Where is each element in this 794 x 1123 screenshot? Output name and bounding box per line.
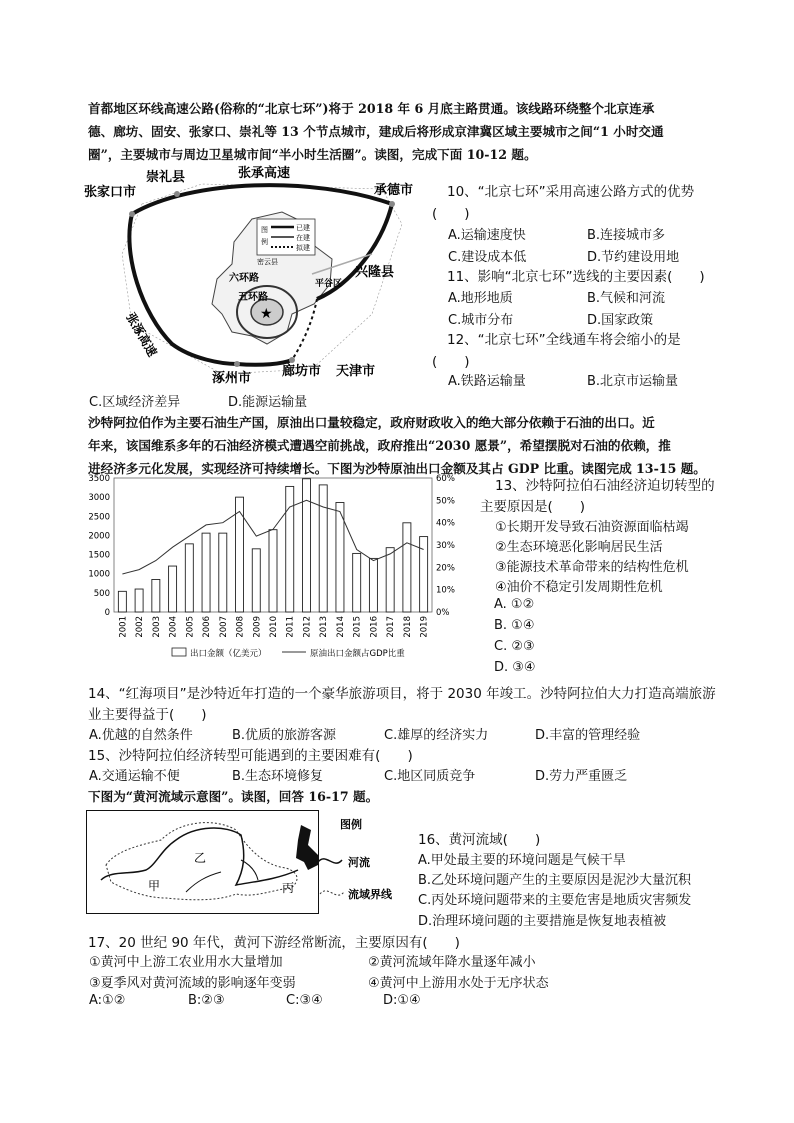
intro1-line2: 德、廊坊、固安、张家口、崇礼等 13 个节点城市，建成后将形成京津冀区域主要城市之间“1 小时交通	[88, 124, 664, 139]
q14-option-a[interactable]: A.优越的自然条件	[89, 728, 193, 743]
legend-bar-swatch	[172, 648, 186, 656]
x-tick-label: 2005	[185, 616, 196, 638]
q17-choice-1: ①黄河中上游工农业用水大量增加	[89, 955, 283, 970]
bar	[386, 548, 394, 612]
q13-choice-4: ④油价不稳定引发周期性危机	[495, 580, 663, 595]
legend-line-label: 原油出口金额占GDP比重	[310, 649, 405, 659]
bar	[135, 589, 143, 612]
q14-option-c[interactable]: C.雄厚的经济实力	[384, 728, 489, 743]
x-tick-label: 2013	[319, 616, 330, 638]
label-pinggu: 平谷区	[315, 279, 343, 289]
x-tick-label: 2018	[402, 616, 413, 638]
x-tick-label: 2002	[135, 616, 146, 638]
map1-legend-title1: 图	[261, 226, 268, 234]
intro2-line1: 沙特阿拉伯作为主要石油生产国，原油出口量较稳定，政府财政收入的绝大部分依赖于石油的出口。近	[88, 415, 655, 430]
y-tick-label: 2000	[88, 531, 110, 542]
legend-built: 已建	[296, 224, 310, 232]
q17-choice-3: ③夏季风对黄河流域的影响逐年变弱	[89, 976, 296, 991]
bar	[185, 544, 193, 612]
q11-option-a[interactable]: A.地形地质	[448, 291, 513, 306]
bar	[236, 497, 244, 612]
q16-option-b[interactable]: B.乙处环境问题产生的主要原因是泥沙大量沉积	[418, 873, 692, 888]
q13-choice-1: ①长期开发导致石油资源面临枯竭	[495, 520, 689, 535]
q15-option-a[interactable]: A.交通运输不便	[89, 769, 180, 784]
x-tick-label: 2010	[269, 616, 279, 638]
bar	[302, 479, 310, 612]
q10-blank: ( )	[432, 206, 470, 222]
y2-tick-label: 60%	[436, 474, 455, 484]
q13-option-d[interactable]: D. ③④	[494, 660, 536, 675]
q15-option-c[interactable]: C.地区同质竞争	[384, 769, 476, 784]
y2-tick-label: 20%	[436, 563, 455, 574]
label-zhuozhou: 涿州市	[212, 371, 252, 384]
y-tick-label: 3500	[88, 474, 110, 484]
q12-option-c[interactable]: C.区域经济差异	[89, 395, 181, 410]
bar	[319, 485, 327, 612]
y-tick-label: 1000	[88, 569, 110, 580]
q10-stem: 10、“北京七环”采用高速公路方式的优势	[447, 184, 695, 200]
intro1-line3: 圈”，主要城市与周边卫星城市间“半小时生活圈”。读图，完成下面 10-12 题。	[88, 147, 537, 162]
label-ring5: 五环路	[238, 292, 268, 303]
city-dot-chengde	[389, 201, 395, 207]
q12-stem: 12、“北京七环”全线通车将会缩小的是	[447, 332, 681, 348]
y-tick-label: 0	[104, 608, 110, 618]
legend-building: 在建	[296, 234, 310, 242]
label-yi: 乙	[194, 851, 207, 865]
q15-option-d[interactable]: D.劳力严重匮乏	[535, 769, 628, 784]
bar	[202, 533, 210, 612]
x-tick-label: 2017	[386, 616, 397, 638]
label-zhangcheng: 张承高速	[238, 166, 291, 181]
q16-option-d[interactable]: D.治理环境问题的主要措施是恢复地表植被	[418, 914, 667, 929]
bar	[353, 553, 361, 612]
star-icon: ★	[260, 306, 273, 322]
legend-bar-label: 出口金额（亿美元）	[190, 649, 267, 659]
x-tick-label: 2004	[168, 616, 179, 638]
label-zhangzhuo: 张涿高速	[123, 310, 160, 360]
q16-stem: 16、黄河流域( )	[418, 832, 541, 848]
y-tick-label: 2500	[88, 512, 110, 523]
oil-export-chart	[80, 472, 472, 664]
label-langfang: 廊坊市	[282, 364, 322, 379]
y2-tick-label: 10%	[436, 585, 455, 596]
city-dot-zhuozhou	[234, 361, 240, 367]
label-chengde: 承德市	[374, 183, 414, 198]
y2-tick-label: 40%	[436, 518, 455, 529]
q12-option-a[interactable]: A.铁路运输量	[448, 374, 526, 389]
intro3: 下图为“黄河流域示意图”。读图，回答 16-17 题。	[88, 789, 379, 804]
q10-option-a[interactable]: A.运输速度快	[448, 228, 526, 243]
q12-blank: ( )	[432, 354, 470, 370]
q17-option-b[interactable]: B:②③	[188, 993, 225, 1008]
bar	[169, 566, 177, 612]
bar	[286, 486, 294, 612]
ring-road-map	[82, 164, 422, 384]
label-tianjin: 天津市	[336, 364, 376, 379]
label-chongli: 崇礼县	[146, 170, 186, 185]
bar	[118, 591, 126, 612]
q16-option-c[interactable]: C.丙处环境问题带来的主要危害是地质灾害频发	[418, 893, 692, 908]
x-tick-label: 2015	[352, 616, 363, 638]
q14-stem-line2: 业主要得益于( )	[88, 707, 207, 723]
q15-option-b[interactable]: B.生态环境修复	[232, 769, 324, 784]
q13-choice-3: ③能源技术革命带来的结构性危机	[495, 560, 689, 575]
q15-stem: 15、沙特阿拉伯经济转型可能遇到的主要困难有( )	[88, 748, 413, 764]
yellow-river-map	[86, 810, 406, 914]
q16-option-a[interactable]: A.甲处最主要的环境问题是气候干旱	[418, 853, 626, 868]
q11-option-b[interactable]: B.气候和河流	[587, 291, 666, 306]
q13-choice-2: ②生态环境恶化影响居民生活	[495, 540, 663, 555]
bar	[252, 549, 260, 612]
city-dot-langfang	[289, 357, 295, 363]
x-tick-label: 2006	[202, 616, 213, 638]
q10-option-c[interactable]: C.建设成本低	[448, 250, 527, 265]
intro2-line2: 年来，该国维系多年的石油经济模式遭遇空前挑战，政府推出“2030 愿景”，希望摆脱对石油的依赖，推	[88, 438, 671, 453]
q12-option-d[interactable]: D.能源运输量	[228, 395, 308, 410]
label-zhangjiakou: 张家口市	[84, 185, 137, 200]
q11-option-c[interactable]: C.城市分布	[448, 313, 514, 328]
label-miyun: 密云县	[257, 258, 278, 266]
q13-option-c[interactable]: C. ②③	[494, 639, 535, 654]
bar	[269, 530, 277, 612]
label-ring6: 六环路	[229, 273, 259, 284]
q11-stem: 11、影响“北京七环”选线的主要因素( )	[447, 269, 705, 285]
y-tick-label: 500	[93, 588, 110, 599]
legend-planned: 拟建	[296, 244, 310, 252]
q17-option-a[interactable]: A:①②	[89, 993, 126, 1008]
legend-boundary: 流域界线	[348, 888, 392, 901]
q12-option-b[interactable]: B.北京市运输量	[587, 374, 679, 389]
map1-legend-title2: 例	[261, 238, 268, 246]
bar	[403, 523, 411, 612]
y2-tick-label: 50%	[436, 496, 455, 507]
city-dot-chongli	[174, 191, 180, 197]
q13-stem-line2: 主要原因是( )	[480, 499, 586, 515]
y-tick-label: 1500	[88, 550, 110, 561]
q17-choice-4: ④黄河中上游用水处于无序状态	[368, 976, 549, 991]
label-bing: 丙	[282, 881, 295, 895]
y2-tick-label: 30%	[436, 541, 455, 551]
x-tick-label: 2014	[335, 616, 346, 638]
q17-choice-2: ②黄河流域年降水量逐年减小	[368, 955, 536, 970]
intro1-line1: 首都地区环线高速公路(俗称的“北京七环”)将于 2018 年 6 月底主路贯通。该线路环绕整个北京连承	[88, 101, 655, 116]
x-tick-label: 2012	[302, 616, 313, 638]
x-tick-label: 2001	[118, 616, 129, 638]
label-xinglong: 兴隆县	[355, 265, 395, 280]
q13-option-b[interactable]: B. ①④	[494, 618, 535, 633]
x-tick-label: 2009	[252, 616, 263, 638]
x-tick-label: 2019	[419, 616, 430, 638]
q14-option-b[interactable]: B.优质的旅游客源	[232, 728, 337, 743]
q13-option-a[interactable]: A. ①②	[494, 597, 535, 612]
q10-option-d[interactable]: D.节约建设用地	[587, 250, 680, 265]
y-tick-label: 3000	[88, 493, 110, 504]
x-tick-label: 2011	[285, 616, 296, 638]
legend-river: 河流	[348, 856, 370, 869]
q13-stem-line1: 13、沙特阿拉伯石油经济迫切转型的	[495, 478, 715, 494]
q17-option-d[interactable]: D:①④	[383, 993, 421, 1008]
q11-option-d[interactable]: D.国家政策	[587, 313, 654, 328]
bar	[369, 558, 377, 612]
x-tick-label: 2007	[218, 616, 229, 638]
q14-option-d[interactable]: D.丰富的管理经验	[535, 728, 641, 743]
x-tick-label: 2008	[235, 616, 246, 638]
intro2-line3: 进经济多元化发展，实现经济可持续增长。下图为沙特原油出口金额及其占 GDP 比重。读图完成 13-15 题。	[88, 461, 706, 476]
x-tick-label: 2016	[369, 616, 380, 638]
city-dot-zhangjiakou	[129, 211, 135, 217]
x-tick-label: 2003	[151, 616, 162, 638]
label-jia: 甲	[148, 879, 161, 893]
bar	[219, 533, 227, 612]
y2-tick-label: 0%	[436, 608, 450, 618]
map2-legend-title: 图例	[340, 818, 362, 831]
q14-stem-line1: 14、“红海项目”是沙特近年打造的一个豪华旅游项目，将于 2030 年竣工。沙特阿拉伯大力打造高端旅游	[88, 686, 716, 702]
bar	[152, 579, 160, 612]
q17-stem: 17、20 世纪 90 年代，黄河下游经常断流，主要原因有( )	[88, 935, 460, 951]
q10-option-b[interactable]: B.连接城市多	[587, 228, 666, 243]
q17-option-c[interactable]: C:③④	[286, 993, 323, 1008]
